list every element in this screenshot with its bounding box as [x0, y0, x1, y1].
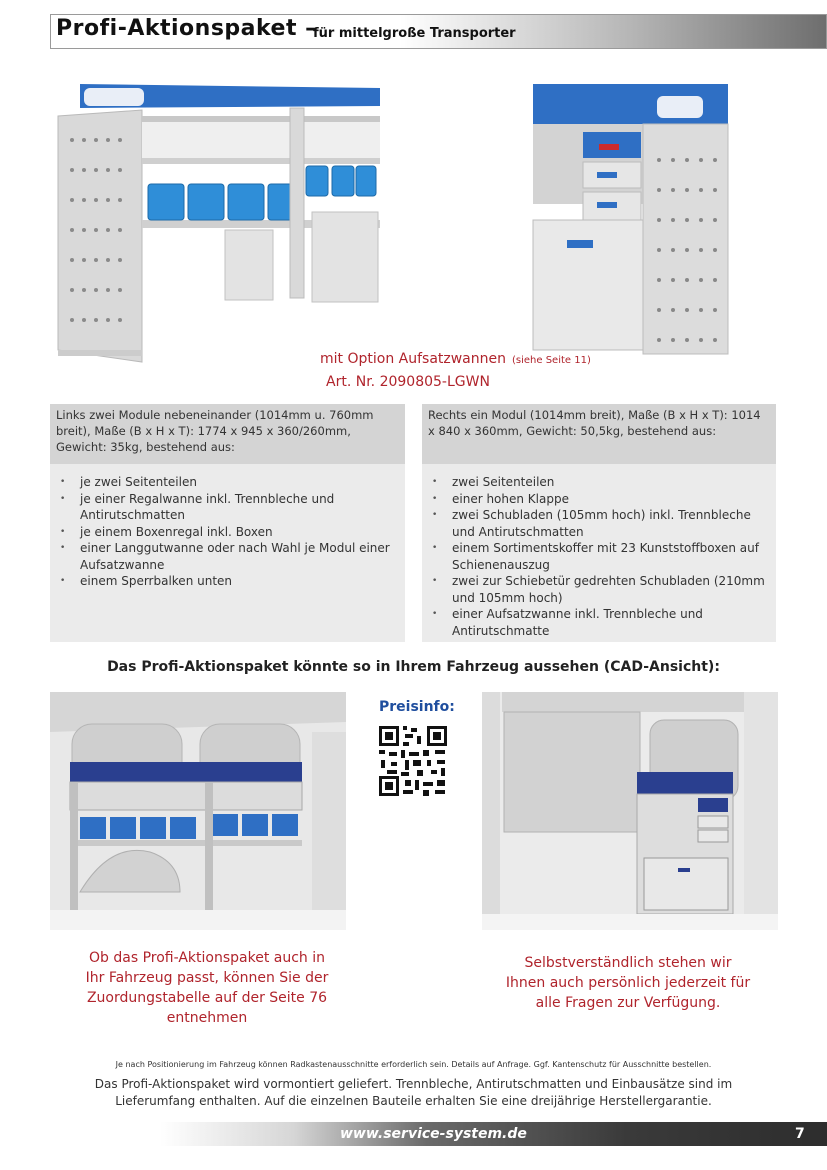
- right-box-head: Rechts ein Modul (1014mm breit), Maße (B x H x T): 1014 x 840 x 360mm, Gewicht: 50,5kg, bestehend aus:: [422, 404, 776, 464]
- fit-info-text: [62, 948, 352, 1028]
- list-item: • einer Langgutwanne oder nach Wahl je Modul einer Aufsatzwanne: [58, 540, 397, 573]
- product-photo-right-module: [527, 80, 732, 358]
- page-number: 7: [795, 1126, 805, 1142]
- left-box-list: [58, 474, 397, 590]
- cad-view-left: [50, 692, 346, 930]
- fit-info-line: Zuordungstabelle auf der Seite 76: [86, 990, 328, 1006]
- option-text: mit Option Aufsatzwannen: [320, 351, 506, 367]
- website-link[interactable]: www.service-system.de: [340, 1126, 527, 1142]
- list-item: • je einer Regalwanne inkl. Trennbleche und Antirutschmatten: [58, 491, 397, 524]
- option-note: (siehe Seite 11): [512, 355, 591, 366]
- fit-info-line: Ihr Fahrzeug passt, können Sie der: [85, 970, 329, 986]
- list-item: • zwei zur Schiebetür gedrehten Schubladen (210mm und 105mm hoch): [430, 573, 768, 606]
- product-photo-left-modules: [50, 80, 385, 370]
- contact-info-line: alle Fragen zur Verfügung.: [535, 995, 721, 1011]
- contact-info-line: Ihnen auch persönlich jederzeit für: [505, 975, 751, 991]
- list-item: • einem Sperrbalken unten: [58, 573, 397, 590]
- article-number: Art. Nr. 2090805-LGWN: [326, 374, 490, 390]
- list-item: • zwei Seitenteilen: [430, 474, 768, 491]
- left-box-body: [50, 464, 405, 642]
- qr-code-icon[interactable]: [377, 724, 449, 798]
- footnote-line: Das Profi-Aktionspaket wird vormontiert geliefert. Trennbleche, Antirutschmatten und Einbausätze sind im: [94, 1077, 733, 1091]
- right-info-box: [422, 404, 776, 642]
- list-item: • einer hohen Klappe: [430, 491, 768, 508]
- cad-view-right: [482, 692, 778, 930]
- right-box-body: [422, 464, 776, 642]
- cad-heading: Das Profi-Aktionspaket könnte so in Ihrem Fahrzeug aussehen (CAD-Ansicht):: [107, 659, 720, 675]
- right-box-list: [430, 474, 768, 639]
- footnote-line: Lieferumfang enthalten. Auf die einzelnen Bauteile erhalten Sie eine dreijährige Herstellergarantie.: [115, 1094, 712, 1108]
- left-box-head: Links zwei Module nebeneinander (1014mm u. 760mm breit), Maße (B x H x T): 1774 x 945 x 360/260mm, Gewicht: 35kg, bestehend aus:: [50, 404, 405, 464]
- contact-info-line: Selbstverständlich stehen wir: [524, 955, 732, 971]
- list-item: • je zwei Seitenteilen: [58, 474, 397, 491]
- left-info-box: [50, 404, 405, 642]
- page-title: Profi-Aktionspaket –: [56, 16, 317, 41]
- list-item: • einer Aufsatzwanne inkl. Trennbleche und Antirutschmatte: [430, 606, 768, 639]
- contact-info-text: [488, 953, 768, 1013]
- footnote-small: Je nach Positionierung im Fahrzeug können Radkastenausschnitte erforderlich sein. Details auf Anfrage. Ggf. Kantenschutz für Ausschnitte bestellen.: [115, 1060, 712, 1069]
- footnote-main: [0, 1076, 827, 1110]
- fit-info-line: Ob das Profi-Aktionspaket auch in: [89, 950, 325, 966]
- list-item: • je einem Boxenregal inkl. Boxen: [58, 524, 397, 541]
- list-item: • einem Sortimentskoffer mit 23 Kunststoffboxen auf Schienenauszug: [430, 540, 768, 573]
- list-item: • zwei Schubladen (105mm hoch) inkl. Trennbleche und Antirutschmatten: [430, 507, 768, 540]
- fit-info-line: entnehmen: [166, 1010, 248, 1026]
- preisinfo-label: Preisinfo:: [379, 699, 455, 715]
- option-caption: [320, 351, 591, 367]
- page-subtitle: für mittelgroße Transporter: [313, 26, 516, 41]
